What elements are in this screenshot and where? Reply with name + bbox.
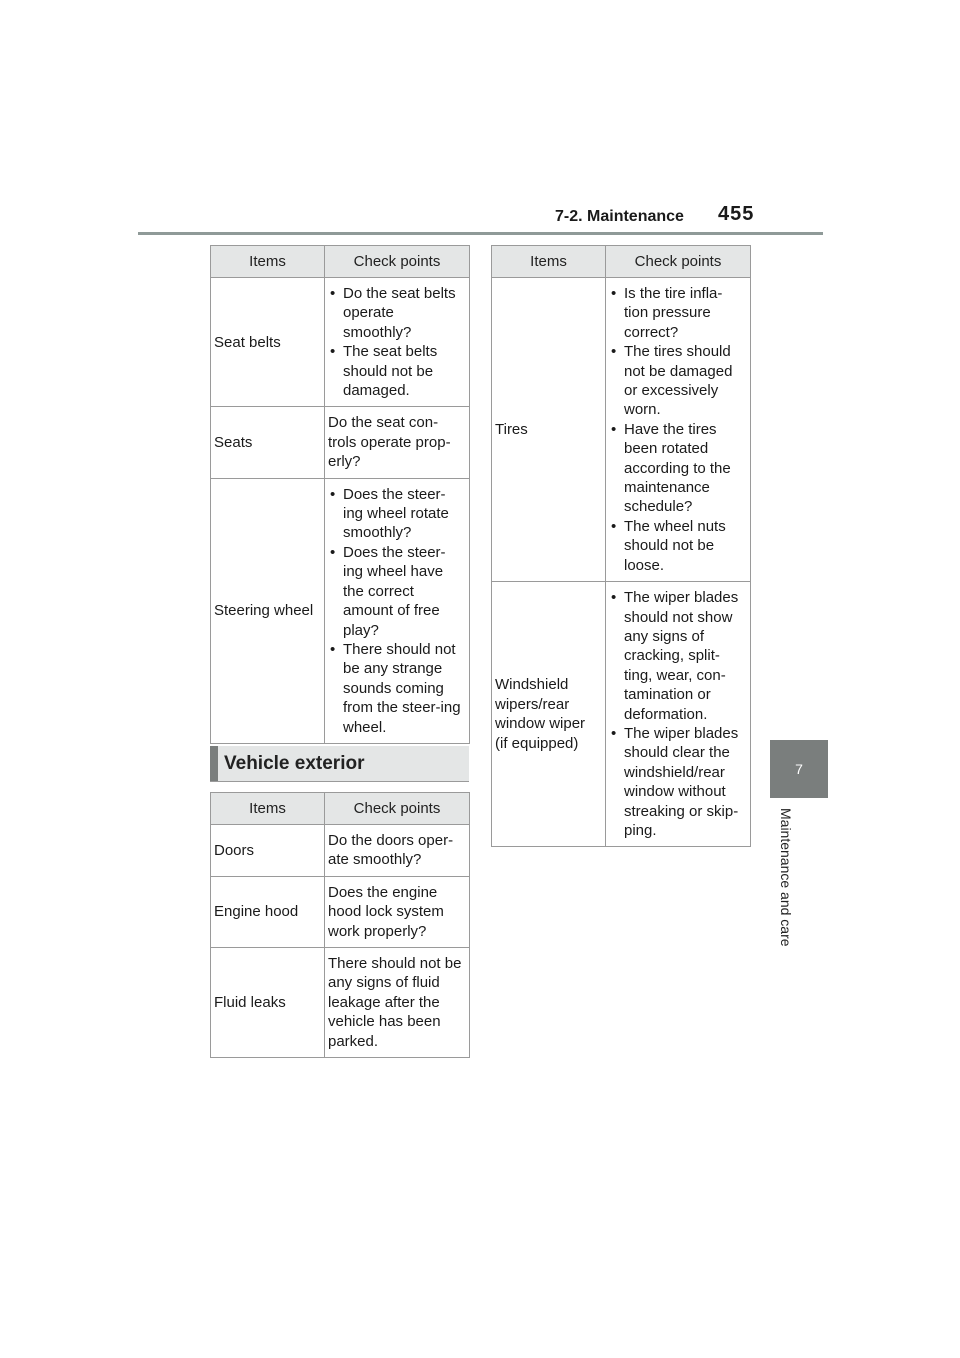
table-row — [211, 478, 470, 743]
check-point: • Do the seat belts operate smoothly? — [328, 284, 465, 342]
heading-accent-bar — [210, 746, 218, 781]
chapter-label: Maintenance and care — [778, 808, 794, 947]
row-check-text: There should not be any signs of fluid leakage after the vehicle has been parked. — [325, 948, 470, 1058]
check-point: • There should not be any strange sounds coming from the steer-ing wheel. — [328, 640, 465, 737]
chapter-number: 7 — [795, 761, 803, 777]
table-row — [211, 407, 470, 478]
column-header-items: Items — [211, 793, 325, 825]
row-item: Seats — [211, 407, 325, 478]
section-title: 7-2. Maintenance — [555, 208, 684, 225]
column-header-check-points: Check points — [606, 246, 751, 278]
check-point: • The tires should not be damaged or excessively worn. — [609, 342, 746, 420]
row-item: Engine hood — [211, 876, 325, 947]
column-header-check-points: Check points — [325, 246, 470, 278]
table-row — [211, 948, 470, 1058]
table-header-row — [211, 246, 470, 278]
row-item: Steering wheel — [211, 478, 325, 743]
page-number: 455 — [718, 203, 755, 225]
table-row — [211, 825, 470, 877]
check-point: • Have the tires been rotated according to the maintenance schedule? — [609, 420, 746, 517]
row-check-points — [606, 582, 751, 847]
check-point: • The wiper blades should clear the windshield/rear window without streaking or skip-ping. — [609, 724, 746, 840]
row-check-text: Do the doors oper-ate smoothly? — [325, 825, 470, 877]
row-item: Doors — [211, 825, 325, 877]
row-item: Seat belts — [211, 278, 325, 407]
chapter-tab[interactable] — [770, 740, 828, 798]
table-row — [492, 278, 751, 582]
header-rule — [138, 232, 823, 235]
row-item: Windshield wipers/rear window wiper (if equipped) — [492, 582, 606, 847]
row-item: Fluid leaks — [211, 948, 325, 1058]
row-item: Tires — [492, 278, 606, 582]
row-check-text: Does the engine hood lock system work properly? — [325, 876, 470, 947]
check-point: • The wheel nuts should not be loose. — [609, 517, 746, 575]
table-row — [492, 582, 751, 847]
vehicle-exterior-heading — [210, 746, 469, 782]
table-row — [211, 278, 470, 407]
column-header-items: Items — [492, 246, 606, 278]
check-point: • The seat belts should not be damaged. — [328, 342, 465, 400]
row-check-points — [606, 278, 751, 582]
exterior-continued-table — [491, 245, 751, 847]
column-header-items: Items — [211, 246, 325, 278]
row-check-points — [325, 278, 470, 407]
exterior-check-table — [210, 792, 470, 1058]
heading-text: Vehicle exterior — [224, 753, 365, 774]
check-point: • Does the steer-ing wheel rotate smoothly? — [328, 485, 465, 543]
interior-check-table — [210, 245, 470, 744]
table-header-row — [492, 246, 751, 278]
row-check-text: Do the seat con-trols operate prop-erly? — [325, 407, 470, 478]
check-point: • The wiper blades should not show any signs of cracking, split-ting, wear, con-tamination or deformation. — [609, 588, 746, 724]
column-header-check-points: Check points — [325, 793, 470, 825]
table-header-row — [211, 793, 470, 825]
check-point: • Does the steer-ing wheel have the correct amount of free play? — [328, 543, 465, 640]
table-row — [211, 876, 470, 947]
check-point: • Is the tire infla-tion pressure correct? — [609, 284, 746, 342]
row-check-points — [325, 478, 470, 743]
